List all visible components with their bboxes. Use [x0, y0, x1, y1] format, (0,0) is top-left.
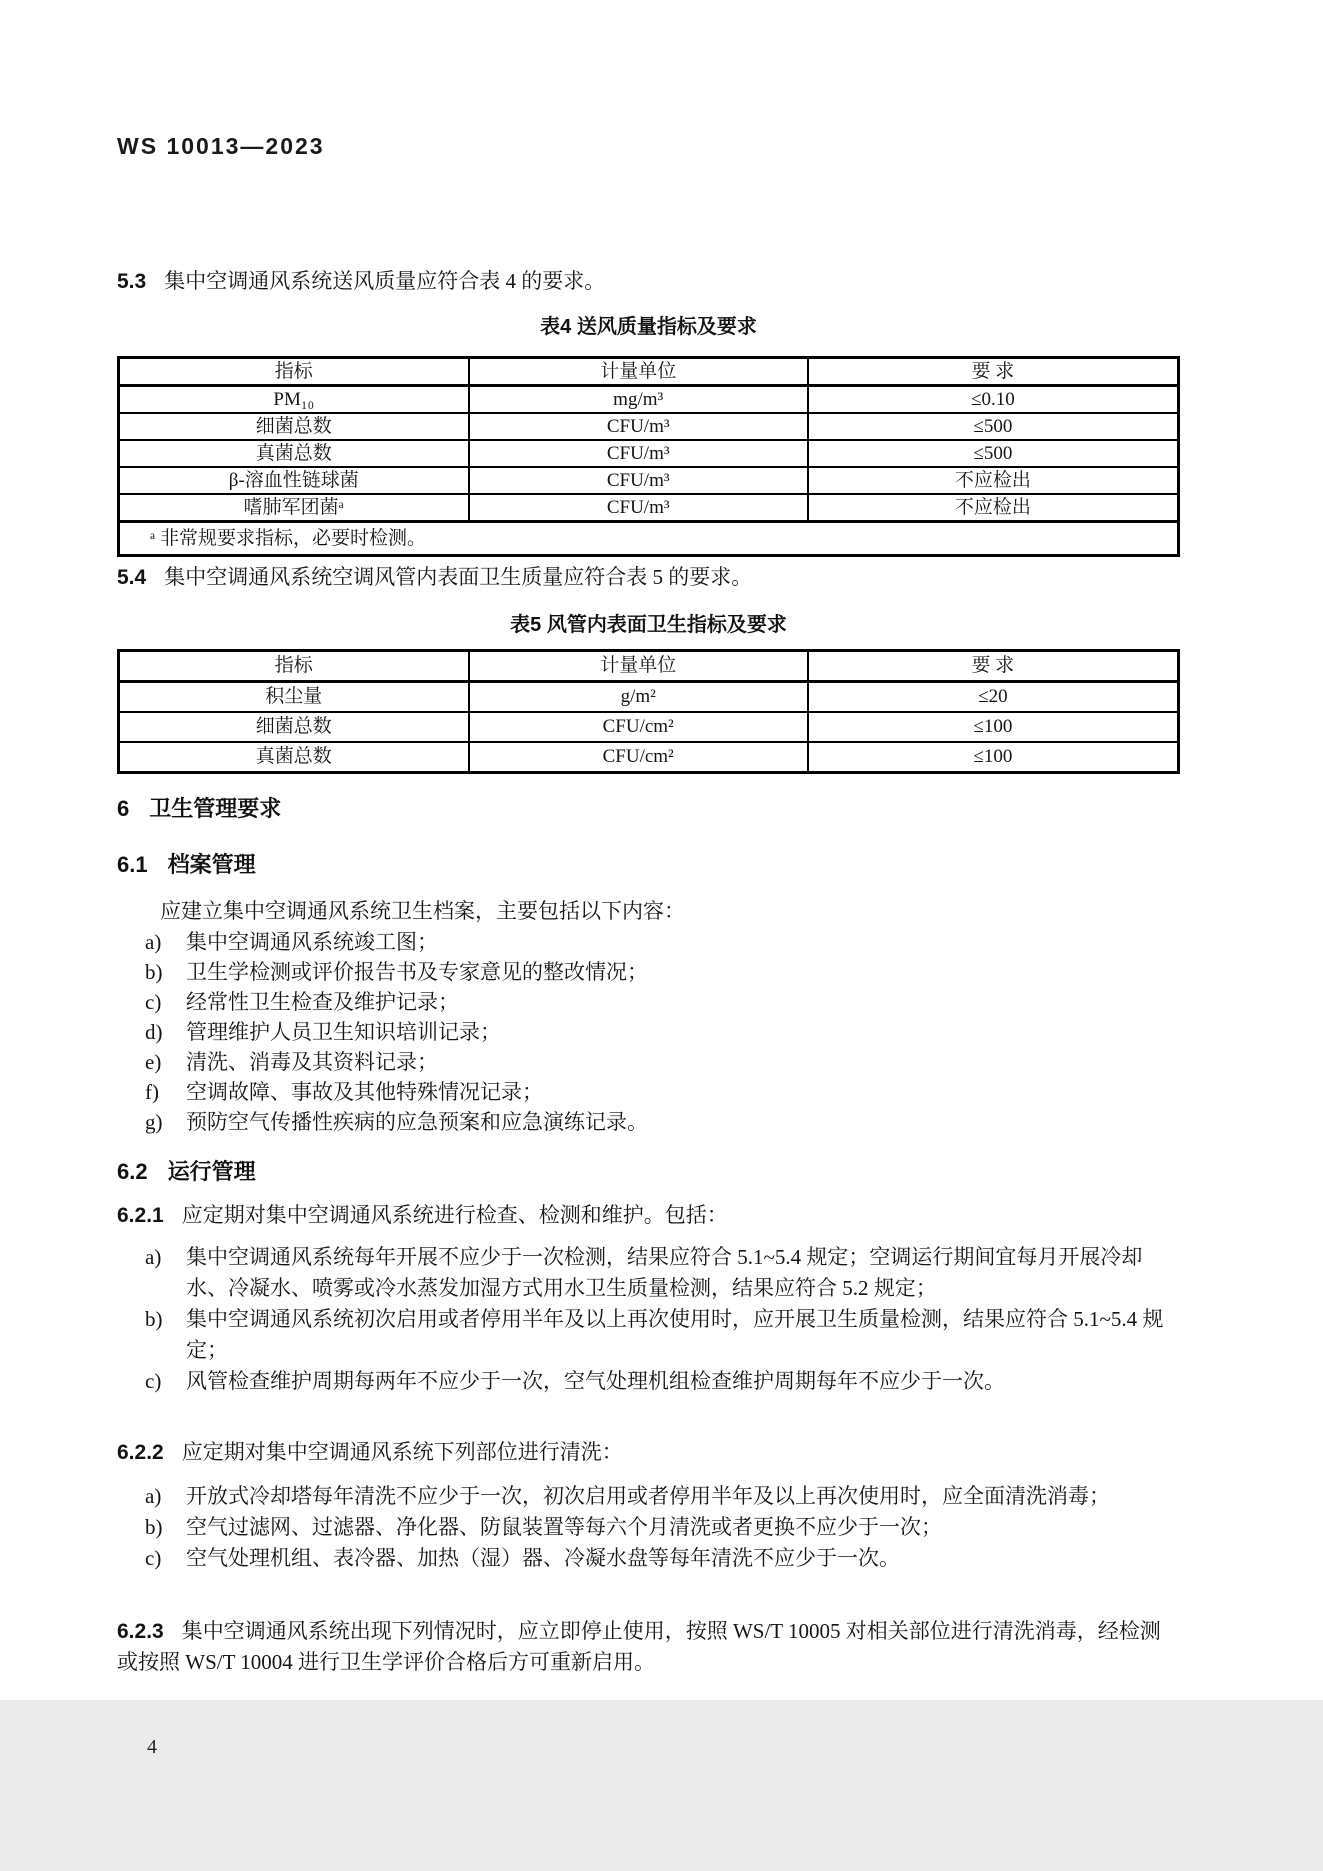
clause-6-2-1-number: 6.2.1 [117, 1204, 164, 1227]
table-row [119, 712, 1179, 742]
clause-5-3-number: 5.3 [117, 270, 147, 293]
table4-footnote: ᵃ 非常规要求指标，必要时检测。 [119, 522, 1179, 556]
table5-r0-name: 积尘量 [119, 682, 469, 713]
list-item-label: b) [145, 960, 163, 984]
table5-r1-unit: CFU/cm² [469, 712, 808, 742]
list-item [145, 1047, 1180, 1077]
list-item-label: d) [145, 1020, 163, 1044]
list-item-text: 集中空调通风系统初次启用或者停用半年及以上再次使用时，应开展卫生质量检测，结果应符合 5.1~5.4 规定； [186, 1307, 1164, 1362]
list-item-label: c) [145, 1546, 162, 1570]
table5-header-row [119, 651, 1179, 682]
clause-5-4-number: 5.4 [117, 566, 147, 589]
table4-r1-unit: CFU/m³ [469, 413, 808, 440]
clause-6-2-1 [117, 1200, 1180, 1231]
list-item-text: 管理维护人员卫生知识培训记录； [186, 1020, 501, 1044]
clause-6-2-2 [117, 1437, 1180, 1468]
list-item [145, 1543, 1180, 1574]
table4-r4-name: 嗜肺军团菌ᵃ [119, 494, 469, 522]
clause-6-2-2-text: 应定期对集中空调通风系统下列部位进行清洗： [181, 1440, 623, 1464]
list-item [145, 1304, 1180, 1366]
list-item-text: 清洗、消毒及其资料记录； [186, 1050, 438, 1074]
list-item-label: c) [145, 990, 162, 1014]
clause-6-2-1-list [145, 1242, 1180, 1397]
list-item [145, 1107, 1180, 1137]
list-item-text: 集中空调通风系统竣工图； [186, 930, 438, 954]
clause-5-4 [117, 562, 1180, 593]
table4-r0-name: PM₁₀ [119, 386, 469, 414]
standard-code: WS 10013—2023 [117, 133, 325, 159]
table-row [119, 682, 1179, 713]
list-item [145, 1017, 1180, 1047]
table4-r0-unit: mg/m³ [469, 386, 808, 414]
table5-header-unit: 计量单位 [469, 651, 808, 682]
table5-r1-name: 细菌总数 [119, 712, 469, 742]
section-6-2-heading [117, 1155, 256, 1186]
table5-r1-req: ≤100 [808, 712, 1179, 742]
list-item-text: 空调故障、事故及其他特殊情况记录； [186, 1080, 543, 1104]
clause-5-3-text: 集中空调通风系统送风质量应符合表 4 的要求。 [164, 269, 606, 293]
section-6-1-number: 6.1 [117, 852, 148, 877]
table-row [119, 494, 1179, 522]
table5-r2-name: 真菌总数 [119, 742, 469, 773]
table4 [117, 356, 1180, 557]
table4-r3-req: 不应检出 [808, 467, 1179, 494]
table-row [119, 742, 1179, 773]
list-item-label: b) [145, 1307, 163, 1331]
list-item [145, 1366, 1180, 1397]
list-item-text: 空气处理机组、表冷器、加热（湿）器、冷凝水盘等每年清洗不应少于一次。 [186, 1546, 900, 1570]
list-item-label: a) [145, 1245, 162, 1269]
section-6-number: 6 [117, 796, 130, 821]
clause-6-2-2-list [145, 1481, 1180, 1574]
table4-header-row [119, 358, 1179, 386]
list-item [145, 1077, 1180, 1107]
clause-6-2-3-number: 6.2.3 [117, 1620, 164, 1643]
list-item-label: g) [145, 1110, 163, 1134]
table4-r2-name: 真菌总数 [119, 440, 469, 467]
table4-r2-unit: CFU/m³ [469, 440, 808, 467]
table5-caption: 表5 风管内表面卫生指标及要求 [510, 614, 787, 636]
list-item [145, 1512, 1180, 1543]
table-row [119, 386, 1179, 414]
section-6-1-heading [117, 848, 256, 879]
table4-r1-name: 细菌总数 [119, 413, 469, 440]
page-number: 4 [147, 1736, 157, 1758]
table5-r0-req: ≤20 [808, 682, 1179, 713]
clause-6-2-2-number: 6.2.2 [117, 1441, 164, 1464]
list-item-label: b) [145, 1515, 163, 1539]
footer-band [0, 1700, 1323, 1871]
section-6-title: 卫生管理要求 [149, 796, 282, 821]
table-row [119, 413, 1179, 440]
section-6-heading [117, 792, 281, 823]
table5-r2-req: ≤100 [808, 742, 1179, 773]
list-item [145, 987, 1180, 1017]
clause-6-2-3-text: 集中空调通风系统出现下列情况时，应立即停止使用，按照 WS/T 10005 对相关部位进行清洗消毒，经检测或按照 WS/T 10004 进行卫生学评价合格后方可重新启用。 [117, 1619, 1161, 1674]
list-item-text: 卫生学检测或评价报告书及专家意见的整改情况； [186, 960, 648, 984]
table4-footnote-row [119, 522, 1179, 556]
list-item [145, 957, 1180, 987]
table4-header-requirement: 要 求 [808, 358, 1179, 386]
clause-5-4-text: 集中空调通风系统空调风管内表面卫生质量应符合表 5 的要求。 [164, 565, 753, 589]
list-item-label: a) [145, 930, 162, 954]
section-6-2-number: 6.2 [117, 1159, 148, 1184]
list-item-text: 开放式冷却塔每年清洗不应少于一次，初次启用或者停用半年及以上再次使用时，应全面清洗消毒； [186, 1484, 1110, 1508]
table5-header-indicator: 指标 [119, 651, 469, 682]
table4-r3-unit: CFU/m³ [469, 467, 808, 494]
clause-6-2-3 [117, 1616, 1180, 1678]
table4-r1-req: ≤500 [808, 413, 1179, 440]
list-item-text: 集中空调通风系统每年开展不应少于一次检测，结果应符合 5.1~5.4 规定；空调运行期间宜每月开展冷却水、冷凝水、喷雾或冷水蒸发加湿方式用水卫生质量检测，结果应符合 5.2 规定； [186, 1245, 1143, 1300]
table4-r4-req: 不应检出 [808, 494, 1179, 522]
table5 [117, 649, 1180, 774]
list-item-label: c) [145, 1369, 162, 1393]
table4-caption: 表4 送风质量指标及要求 [540, 316, 757, 338]
list-item [145, 1242, 1180, 1304]
table5-r2-unit: CFU/cm² [469, 742, 808, 773]
list-item-label: f) [145, 1080, 159, 1104]
table4-header-unit: 计量单位 [469, 358, 808, 386]
section-6-1-title: 档案管理 [167, 852, 256, 877]
list-item-text: 经常性卫生检查及维护记录； [186, 990, 459, 1014]
table5-r0-unit: g/m² [469, 682, 808, 713]
table4-r4-unit: CFU/m³ [469, 494, 808, 522]
table4-header-indicator: 指标 [119, 358, 469, 386]
list-item-text: 风管检查维护周期每两年不应少于一次，空气处理机组检查维护周期每年不应少于一次。 [186, 1369, 1005, 1393]
section-6-2-title: 运行管理 [167, 1159, 256, 1184]
table4-r0-req: ≤0.10 [808, 386, 1179, 414]
table-row [119, 467, 1179, 494]
list-item [145, 1481, 1180, 1512]
table4-r3-name: β-溶血性链球菌 [119, 467, 469, 494]
section-6-1-intro: 应建立集中空调通风系统卫生档案，主要包括以下内容： [160, 899, 685, 923]
clause-6-2-1-text: 应定期对集中空调通风系统进行检查、检测和维护。包括： [181, 1203, 728, 1227]
clause-5-3 [117, 266, 1180, 297]
table-row [119, 440, 1179, 467]
list-item-label: e) [145, 1050, 162, 1074]
section-6-1-list [145, 927, 1180, 1137]
list-item-label: a) [145, 1484, 162, 1508]
list-item [145, 927, 1180, 957]
table5-header-requirement: 要 求 [808, 651, 1179, 682]
table4-r2-req: ≤500 [808, 440, 1179, 467]
list-item-text: 预防空气传播性疾病的应急预案和应急演练记录。 [186, 1110, 648, 1134]
list-item-text: 空气过滤网、过滤器、净化器、防鼠装置等每六个月清洗或者更换不应少于一次； [186, 1515, 942, 1539]
